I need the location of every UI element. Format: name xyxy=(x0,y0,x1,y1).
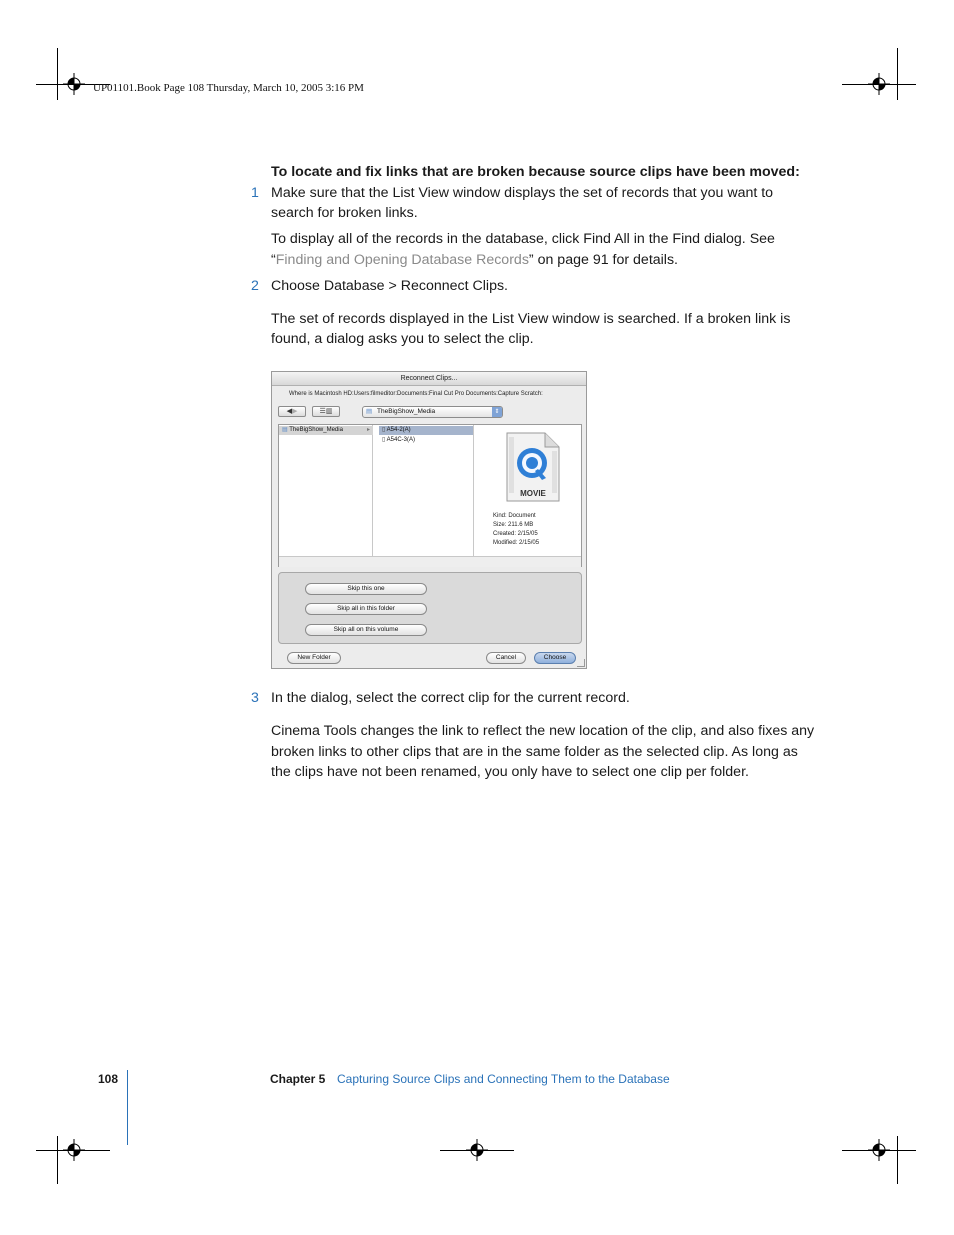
skip-all-volume-button[interactable]: Skip all on this volume xyxy=(305,624,427,636)
registration-mark-icon xyxy=(466,1139,488,1161)
choose-button[interactable]: Choose xyxy=(534,652,576,664)
view-mode-buttons[interactable] xyxy=(312,406,340,417)
chevron-updown-icon[interactable]: ⇕ xyxy=(492,407,502,417)
step-3-note-line-3: the clips have not been renamed, you only have to select one clip per folder. xyxy=(271,764,749,780)
folder-row[interactable] xyxy=(279,426,373,435)
step-1-note-line-1: To display all of the records in the database, click Find All in the Find dialog. See xyxy=(271,231,775,247)
document-icon: ▯ xyxy=(382,427,386,433)
step-2-note-line-1: The set of records displayed in the List View window is searched. If a broken link is xyxy=(271,311,791,327)
file-browser xyxy=(278,424,582,567)
step-2-text: Choose Database > Reconnect Clips. xyxy=(271,278,508,294)
file-row-label: A54-2(A) xyxy=(386,427,411,433)
reconnect-clips-dialog xyxy=(271,371,587,669)
cross-reference-link[interactable]: Finding and Opening Database Records xyxy=(275,252,529,268)
step-number: 1 xyxy=(251,185,259,201)
list-view-icon[interactable]: ☰ xyxy=(319,408,326,415)
footer-rule xyxy=(127,1070,128,1145)
step-number: 2 xyxy=(251,278,259,294)
step-1-line-2: search for broken links. xyxy=(271,205,418,221)
registration-mark-icon xyxy=(868,1139,890,1161)
back-arrow-icon[interactable]: ◀ xyxy=(286,408,292,415)
chapter-title: Capturing Source Clips and Connecting Them to the Database xyxy=(337,1072,670,1086)
file-row[interactable] xyxy=(379,436,473,445)
step-2-note-line-2: found, a dialog asks you to select the clip. xyxy=(271,331,534,347)
resize-grip-icon[interactable] xyxy=(577,659,585,667)
chapter-label: Chapter 5 xyxy=(270,1072,326,1086)
file-row-label: A54C-3(A) xyxy=(386,437,415,443)
info-size: Size: 211.6 MB xyxy=(493,522,534,528)
disclosure-arrow-icon: ▸ xyxy=(366,427,370,433)
browser-column-1 xyxy=(279,425,373,556)
document-icon: ▯ xyxy=(382,437,386,443)
registration-mark-icon xyxy=(63,1139,85,1161)
step-number: 3 xyxy=(251,690,259,706)
procedure-heading: To locate and fix links that are broken because source clips have been moved: xyxy=(271,164,800,180)
column-view-icon[interactable]: ▥ xyxy=(325,408,333,415)
step-1-line-1: Make sure that the List View window displays the set of records that you want to xyxy=(271,185,774,201)
step-1-note-line-2 xyxy=(271,250,678,271)
preview-column xyxy=(479,425,575,556)
page-number: 108 xyxy=(98,1072,119,1086)
step-3-note-line-2: broken links to other clips that are in the same folder as the selected clip. As long as xyxy=(271,744,798,760)
info-modified: Modified: 2/15/05 xyxy=(493,540,540,546)
browser-column-2 xyxy=(379,425,474,556)
folder-icon: ▤ xyxy=(366,408,373,415)
registration-mark-icon xyxy=(63,73,85,95)
info-created: Created: 2/15/05 xyxy=(493,531,538,537)
after-link-text: ” on page 91 for details. xyxy=(528,252,678,268)
step-3-text: In the dialog, select the correct clip for the current record. xyxy=(271,690,630,706)
new-folder-button[interactable]: New Folder xyxy=(287,652,341,664)
info-kind: Kind: Document xyxy=(493,513,536,519)
dialog-title: Reconnect Clips... xyxy=(272,372,586,386)
skip-all-folder-button[interactable]: Skip all in this folder xyxy=(305,603,427,615)
open-quote: “ xyxy=(271,252,276,268)
folder-icon: ▤ xyxy=(282,427,288,433)
location-popup[interactable] xyxy=(362,406,503,418)
step-3-note-line-1: Cinema Tools changes the link to reflect the new location of the clip, and also fixes any xyxy=(271,723,815,739)
registration-mark-icon xyxy=(868,73,890,95)
print-slug: UP01101.Book Page 108 Thursday, March 10, 2005 3:16 PM xyxy=(93,82,364,94)
back-forward-buttons[interactable] xyxy=(278,406,306,417)
skip-this-one-button[interactable]: Skip this one xyxy=(305,583,427,595)
forward-arrow-icon[interactable]: ▶ xyxy=(292,408,298,415)
where-prompt: Where is Macintosh HD:Users:filmeditor:Documents:Final Cut Pro Documents:Capture Scratch: xyxy=(289,391,543,397)
skip-options-panel xyxy=(278,572,582,644)
file-row[interactable] xyxy=(379,426,473,435)
folder-row-label: TheBigShow_Media xyxy=(289,427,343,433)
cancel-button[interactable]: Cancel xyxy=(486,652,526,664)
location-popup-value: TheBigShow_Media xyxy=(377,408,436,415)
horizontal-scrollbar[interactable] xyxy=(279,556,581,567)
movie-badge: MOVIE xyxy=(520,489,546,498)
